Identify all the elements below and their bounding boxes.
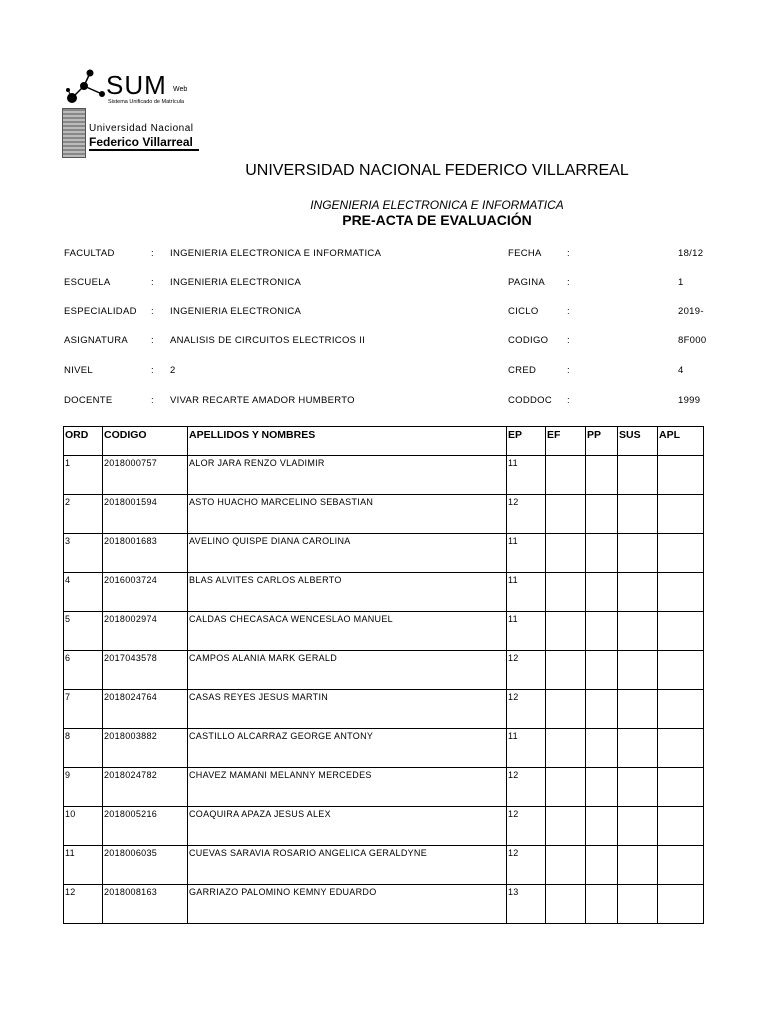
cell-ef [546,495,586,534]
cell-sus [618,807,658,846]
info-right-colon: : [567,335,570,346]
sum-logo-subtitle: Sistema Unificado de Matrícula [108,99,185,105]
cell-apl [658,768,704,807]
cell-apl [658,885,704,924]
cell-ef [546,456,586,495]
info-right-label: PAGINA [508,277,545,288]
faculty-subtitle: INGENIERIA ELECTRONICA E INFORMATICA [310,198,564,212]
info-value: INGENIERIA ELECTRONICA [170,306,302,317]
info-colon: : [151,335,154,346]
cell-ord: 3 [64,534,103,573]
sum-logo-text: SUM [106,70,167,100]
info-right-label: CRED [508,365,537,376]
cell-ord: 4 [64,573,103,612]
table-row [64,690,704,729]
cell-codigo: 2018002974 [103,612,188,651]
cell-nombre: CASTILLO ALCARRAZ GEORGE ANTONY [188,729,507,768]
info-value: INGENIERIA ELECTRONICA E INFORMATICA [170,248,382,259]
info-value: 2 [170,365,176,376]
cell-ef [546,885,586,924]
cell-pp [586,768,618,807]
cell-ep: 11 [507,612,546,651]
cell-sus [618,495,658,534]
cell-sus [618,456,658,495]
molecule-icon [62,68,106,108]
table-row [64,495,704,534]
cell-nombre: GARRIAZO PALOMINO KEMNY EDUARDO [188,885,507,924]
cell-pp [586,456,618,495]
cell-nombre: ALOR JARA RENZO VLADIMIR [188,456,507,495]
cell-ord: 5 [64,612,103,651]
cell-ord: 1 [64,456,103,495]
logo-divider [89,149,199,151]
header-codigo: CODIGO [103,427,188,456]
info-right-colon: : [567,248,570,259]
cell-nombre: CAMPOS ALANIA MARK GERALD [188,651,507,690]
cell-pp [586,885,618,924]
cell-sus [618,573,658,612]
university-name-line1: Universidad Nacional [89,123,194,134]
cell-codigo: 2018024782 [103,768,188,807]
cell-ord: 9 [64,768,103,807]
info-right-value: 2019- [678,306,704,317]
table-row [64,846,704,885]
table-row [64,807,704,846]
table-row [64,573,704,612]
info-value: INGENIERIA ELECTRONICA [170,277,302,288]
cell-ord: 2 [64,495,103,534]
cell-pp [586,690,618,729]
info-row [0,277,768,291]
cell-sus [618,729,658,768]
info-row [0,365,768,379]
cell-ef [546,690,586,729]
info-right-value: 18/12 [678,248,704,259]
cell-apl [658,456,704,495]
cell-ep: 12 [507,690,546,729]
cell-sus [618,651,658,690]
cell-codigo: 2018001594 [103,495,188,534]
info-row [0,306,768,320]
cell-nombre: CASAS REYES JESUS MARTIN [188,690,507,729]
cell-ep: 12 [507,846,546,885]
header-ep: EP [507,427,546,456]
cell-ep: 12 [507,495,546,534]
cell-codigo: 2018008163 [103,885,188,924]
cell-ep: 13 [507,885,546,924]
cell-sus [618,690,658,729]
table-row [64,612,704,651]
info-right-label: FECHA [508,248,542,259]
table-row [64,651,704,690]
info-label: ASIGNATURA [64,335,129,346]
cell-pp [586,495,618,534]
cell-apl [658,729,704,768]
cell-ord: 7 [64,690,103,729]
faculty-subtitle-wrap [0,198,768,212]
info-right-colon: : [567,277,570,288]
cell-ep: 12 [507,768,546,807]
cell-codigo: 2018005216 [103,807,188,846]
grades-table [63,426,704,924]
info-right-value: 1 [678,277,684,288]
info-label: NIVEL [64,365,93,376]
grades-body [64,456,704,924]
cell-codigo: 2016003724 [103,573,188,612]
cell-ep: 11 [507,573,546,612]
cell-ord: 12 [64,885,103,924]
info-colon: : [151,306,154,317]
cell-ord: 6 [64,651,103,690]
cell-ef [546,612,586,651]
info-label: DOCENTE [64,395,113,406]
cell-nombre: COAQUIRA APAZA JESUS ALEX [188,807,507,846]
info-right-label: CODIGO [508,335,549,346]
cell-nombre: AVELINO QUISPE DIANA CAROLINA [188,534,507,573]
cell-codigo: 2018001683 [103,534,188,573]
university-crest-icon [62,108,86,158]
cell-codigo: 2018000757 [103,456,188,495]
info-right-colon: : [567,306,570,317]
cell-apl [658,807,704,846]
cell-nombre: BLAS ALVITES CARLOS ALBERTO [188,573,507,612]
cell-ef [546,807,586,846]
info-colon: : [151,395,154,406]
cell-apl [658,495,704,534]
cell-apl [658,690,704,729]
cell-ord: 8 [64,729,103,768]
cell-codigo: 2017043578 [103,651,188,690]
cell-pp [586,729,618,768]
cell-apl [658,846,704,885]
cell-sus [618,534,658,573]
info-label: FACULTAD [64,248,115,259]
info-colon: : [151,248,154,259]
header-ord: ORD [64,427,103,456]
page-title-wrap [0,162,768,180]
cell-pp [586,651,618,690]
info-value: ANALISIS DE CIRCUITOS ELECTRICOS II [170,335,366,346]
university-name-line2: Federico Villarreal [89,135,193,149]
cell-codigo: 2018006035 [103,846,188,885]
cell-pp [586,612,618,651]
info-right-colon: : [567,365,570,376]
table-row [64,885,704,924]
cell-apl [658,651,704,690]
cell-ep: 12 [507,807,546,846]
info-right-value: 8F000 [678,335,707,346]
cell-apl [658,534,704,573]
cell-ord: 10 [64,807,103,846]
cell-ep: 11 [507,729,546,768]
info-row [0,335,768,349]
cell-ef [546,846,586,885]
cell-ef [546,651,586,690]
cell-ef [546,768,586,807]
header-apl: APL [658,427,704,456]
document-title-wrap [0,212,768,228]
table-row [64,456,704,495]
cell-nombre: CUEVAS SARAVIA ROSARIO ANGELICA GERALDYNE [188,846,507,885]
info-value: VIVAR RECARTE AMADOR HUMBERTO [170,395,355,406]
info-label: ESCUELA [64,277,111,288]
cell-sus [618,846,658,885]
header-ef: EF [546,427,586,456]
table-row [64,768,704,807]
cell-sus [618,885,658,924]
cell-pp [586,573,618,612]
header-nombres: APELLIDOS Y NOMBRES [188,427,507,456]
cell-nombre: CHAVEZ MAMANI MELANNY MERCEDES [188,768,507,807]
document-title: PRE-ACTA DE EVALUACIÓN [342,212,532,228]
cell-sus [618,612,658,651]
cell-ord: 11 [64,846,103,885]
table-row [64,534,704,573]
info-right-label: CICLO [508,306,539,317]
page-title: UNIVERSIDAD NACIONAL FEDERICO VILLARREAL [245,162,629,179]
cell-pp [586,846,618,885]
cell-pp [586,534,618,573]
header-sus: SUS [618,427,658,456]
cell-pp [586,807,618,846]
info-row [0,395,768,409]
cell-ep: 12 [507,651,546,690]
cell-nombre: CALDAS CHECASACA WENCESLAO MANUEL [188,612,507,651]
table-header-row [64,427,704,456]
info-right-value: 4 [678,365,684,376]
sum-logo [62,68,202,158]
info-label: ESPECIALIDAD [64,306,137,317]
cell-ef [546,534,586,573]
cell-ef [546,729,586,768]
sum-molecule-logo [62,68,202,108]
cell-codigo: 2018003882 [103,729,188,768]
cell-sus [618,768,658,807]
table-row [64,729,704,768]
info-colon: : [151,277,154,288]
cell-apl [658,573,704,612]
cell-apl [658,612,704,651]
info-right-label: CODDOC [508,395,553,406]
info-right-colon: : [567,395,570,406]
cell-ef [546,573,586,612]
info-colon: : [151,365,154,376]
cell-ep: 11 [507,456,546,495]
cell-ep: 11 [507,534,546,573]
cell-nombre: ASTO HUACHO MARCELINO SEBASTIAN [188,495,507,534]
header-pp: PP [586,427,618,456]
cell-codigo: 2018024764 [103,690,188,729]
info-row [0,248,768,262]
sum-logo-web: Web [173,86,188,93]
info-right-value: 1999 [678,395,701,406]
